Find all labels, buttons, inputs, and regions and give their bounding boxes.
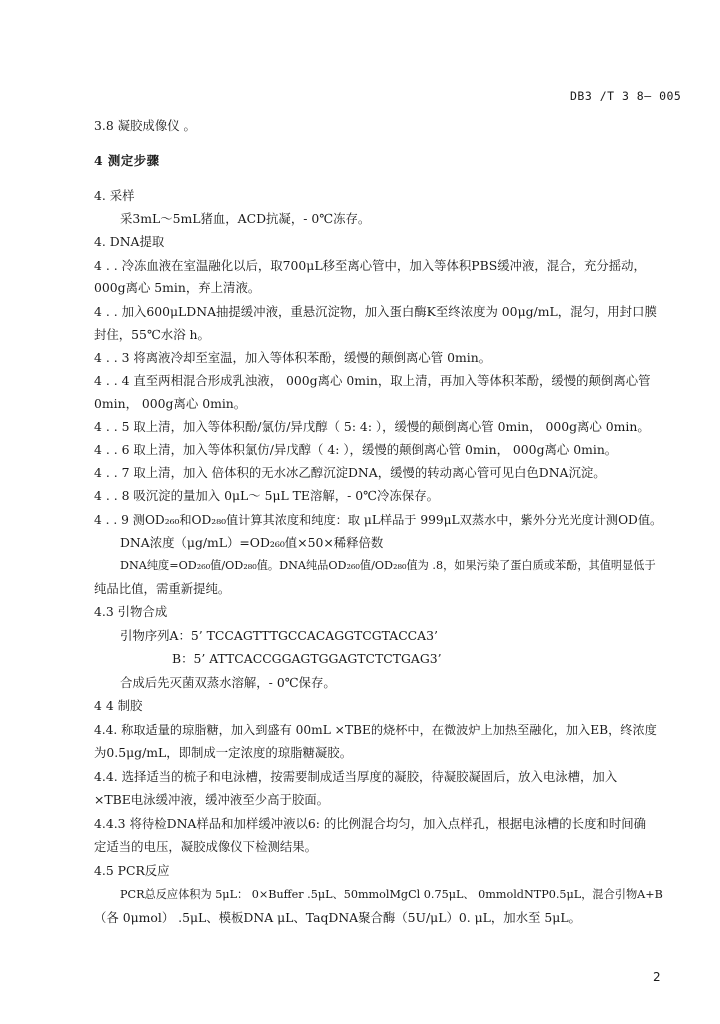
text-line: ×TBE电泳缓冲液，缓冲液至少高于胶面。 [94,792,330,807]
text-line: 4 . . 8 吸沉淀的量加入 0μL～ 5μL TE溶解，- 0℃冷冻保存。 [94,488,439,503]
text-line: （各 0μmol） .5μL、模板DNA μL、TaqDNA聚合酶（5U/μL）0. μL，加水至 5μL。 [94,910,581,925]
text-line: 4.4. 称取适量的琼脂糖，加入到盛有 00mL ×TBE的烧杯中，在微波炉上加热至融化，加入EB，终浓度 [94,723,657,737]
subsection-heading: 4 4 制胶 [94,698,143,713]
text-line: B：5’ ATTCACCGGAGTGGAGTCTCTGAG3’ [172,651,442,666]
text-line: 纯品比值，需重新提纯。 [94,581,231,596]
text-line: 封住，55℃水浴 h。 [94,327,210,342]
text-line: 000g离心 5min，弃上清液。 [94,280,261,295]
subsection-heading: 4. 采样 [94,188,135,203]
text-line: 3.8 凝胶成像仪 。 [94,118,196,133]
text-line: 定适当的电压，凝胶成像仪下检测结果。 [94,839,318,854]
text-line: DNA浓度（μg/mL）=OD₂₆₀值×50×稀释倍数 [120,535,384,550]
text-line: 0min， 000g离心 0min。 [94,396,247,411]
text-line: 4 . . 5 取上清，加入等体积酚/氯仿/异戊醇（ 5: 4: ），缓慢的颠倒离心管 0min， 000g离心 0min。 [94,419,650,434]
text-line: 4 . . 冷冻血液在室温融化以后，取700μL移至离心管中，加入等体积PBS缓冲液，混合，充分摇动， [94,258,646,273]
text-line: 引物序列A：5’ TCCAGTTTGCCACAGGTCGTACCA3’ [120,628,438,643]
subsection-heading: 4. DNA提取 [94,234,165,249]
page-number: 2 [653,970,661,984]
text-line: 4.4.3 将待检DNA样品和加样缓冲液以6: 的比例混合均匀，加入点样孔，根据电泳槽的长度和时间确 [94,816,647,831]
text-line: 4 . . 6 取上清，加入等体积氯仿/异戊醇（ 4: ），缓慢的颠倒离心管 0min， 000g离心 0min。 [94,442,618,457]
subsection-heading: 4.3 引物合成 [94,604,168,619]
text-line: DNA纯度=OD₂₆₀值/OD₂₈₀值。DNA纯品OD₂₆₀值/OD₂₈₀值为 .8，如果污染了蛋白质或苯酚，其值明显低于 [120,559,656,572]
text-line: 4 . . 加入600μLDNA抽提缓冲液，重悬沉淀物，加入蛋白酶K至终浓度为 00μg/mL，混匀，用封口膜 [94,304,657,319]
subsection-heading: 4.5 PCR反应 [94,863,170,878]
text-line: 4 . . 9 测OD₂₆₀和OD₂₈₀值计算其浓度和纯度：取 μL样品于 999μL双蒸水中，紫外分光光度计测OD值。 [94,513,663,527]
standard-code: DB3 /T 3 8— 005 [570,89,682,103]
text-line: 为0.5μg/mL，即制成一定浓度的琼脂糖凝胶。 [94,745,353,760]
text-line: 4 . . 3 将离液冷却至室温，加入等体积苯酚，缓慢的颠倒离心管 0min。 [94,350,492,365]
text-line: 合成后先灭菌双蒸水溶解，- 0℃保存。 [120,675,336,690]
text-line: 4 . . 4 直至两相混合形成乳浊液， 000g离心 0min，取上清，再加入等体积苯酚，缓慢的颠倒离心管 [94,373,651,388]
section-heading: 4 测定步骤 [94,153,160,168]
text-line: PCR总反应体积为 5μL： 0×Buffer .5μL、50mmolMgCl 0.75μL、 0mmoldNTP0.5μL，混合引物A+B [120,888,663,901]
text-line: 采3mL～5mL猪血，ACD抗凝，- 0℃冻存。 [120,211,371,226]
text-line: 4.4. 选择适当的梳子和电泳槽，按需要制成适当厚度的凝胶，待凝胶凝固后，放入电泳槽，加入 [94,769,618,784]
text-line: 4 . . 7 取上清，加入 倍体积的无水冰乙醇沉淀DNA，缓慢的转动离心管可见白色DNA沉淀。 [94,465,606,480]
